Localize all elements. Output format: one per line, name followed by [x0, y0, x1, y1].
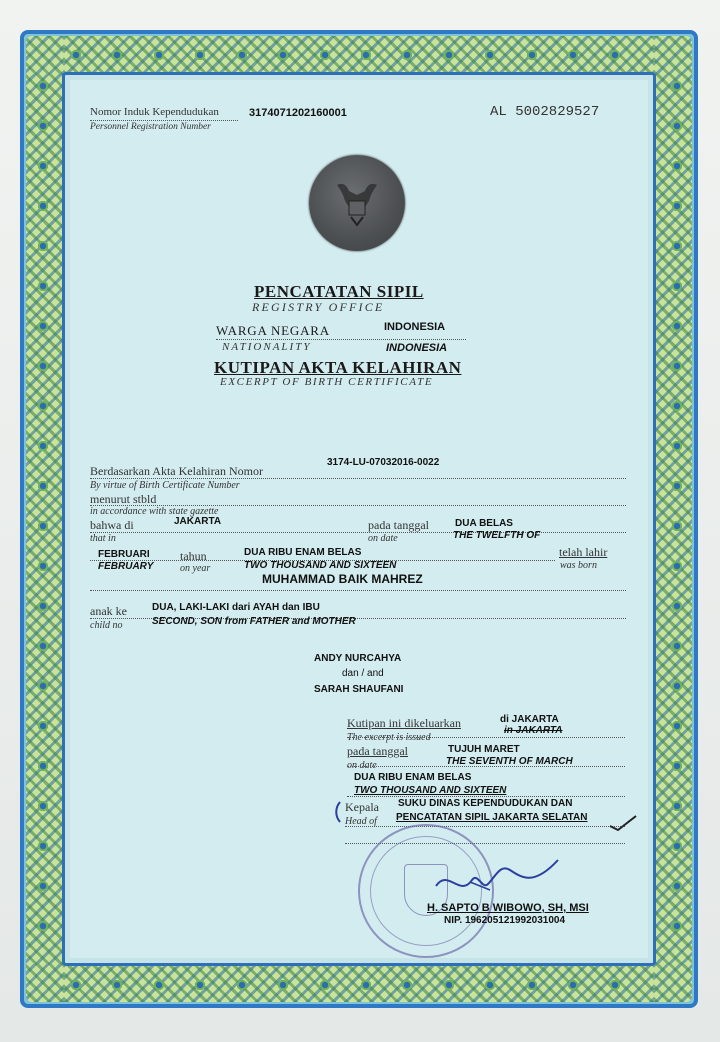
- bead-column-left: [36, 80, 50, 960]
- border-bead: [484, 49, 496, 61]
- nik-label-en: Personnel Registration Number: [90, 122, 211, 132]
- basis-value: 3174-LU-07032016-0022: [327, 457, 440, 468]
- border-bead: [37, 280, 49, 292]
- child-name-rule: [90, 590, 626, 591]
- border-bead: [671, 760, 683, 772]
- birth-date-label: pada tanggal: [368, 518, 429, 532]
- born-label: telah lahir: [559, 545, 608, 559]
- born-label-en: was born: [560, 560, 597, 571]
- issue-year-value-en: TWO THOUSAND AND SIXTEEN: [354, 785, 507, 796]
- issue-date-rule: [347, 766, 625, 767]
- border-bead: [37, 600, 49, 612]
- border-bead: [609, 979, 621, 991]
- head-office-line2: PENCATATAN SIPIL JAKARTA SELATAN: [396, 812, 588, 823]
- nationality-value-en: INDONESIA: [386, 342, 448, 354]
- border-bead: [671, 800, 683, 812]
- nik-label: Nomor Induk Kependudukan: [90, 106, 219, 118]
- border-bead: [70, 49, 82, 61]
- serial-number: AL 5002829527: [490, 104, 600, 120]
- border-bead: [37, 120, 49, 132]
- border-bead: [671, 720, 683, 732]
- birth-date-label-en: on date: [368, 533, 398, 544]
- border-bead: [153, 979, 165, 991]
- mother-name: SARAH SHAUFANI: [314, 684, 404, 695]
- official-signature: [430, 846, 570, 906]
- place-label: bahwa di: [90, 518, 134, 532]
- border-bead: [277, 49, 289, 61]
- birth-year-value: DUA RIBU ENAM BELAS: [244, 547, 362, 558]
- border-bead: [236, 49, 248, 61]
- border-bead: [194, 49, 206, 61]
- head-rule: [345, 826, 625, 827]
- border-bead: [671, 880, 683, 892]
- border-bead: [671, 400, 683, 412]
- father-name: ANDY NURCAHYA: [314, 653, 402, 664]
- border-bead: [401, 979, 413, 991]
- head-label: Kepala: [345, 800, 379, 814]
- border-bead: [671, 480, 683, 492]
- child-order-value: DUA, LAKI-LAKI dari AYAH dan IBU: [152, 602, 320, 613]
- issue-date-value: TUJUH MARET: [448, 744, 520, 755]
- border-bead: [671, 80, 683, 92]
- border-bead: [671, 240, 683, 252]
- border-bead: [194, 979, 206, 991]
- issued-place: di JAKARTA: [500, 714, 559, 725]
- and-text: dan / and: [342, 668, 384, 679]
- border-bead: [37, 160, 49, 172]
- border-bead: [236, 979, 248, 991]
- border-bead: [319, 49, 331, 61]
- birth-month-value-en: FEBRUARY: [98, 561, 154, 572]
- border-bead: [37, 760, 49, 772]
- border-bead: [671, 840, 683, 852]
- border-bead: [37, 480, 49, 492]
- border-bead: [37, 720, 49, 732]
- issued-label: Kutipan ini dikeluarkan: [347, 716, 461, 730]
- stbld-label: menurut stbld: [90, 492, 157, 506]
- bead-row-top: [70, 48, 650, 62]
- garuda-emblem-seal: [309, 155, 405, 251]
- border-bead: [153, 49, 165, 61]
- head-label-en: Head of: [345, 816, 377, 827]
- basis-rule: [90, 478, 626, 479]
- official-nip: NIP. 196205121992031004: [444, 915, 566, 926]
- margin-mark: [333, 800, 347, 824]
- child-order-value-en: SECOND, SON from FATHER and MOTHER: [152, 616, 356, 627]
- border-bead: [671, 680, 683, 692]
- issue-date-value-en: THE SEVENTH OF MARCH: [446, 756, 573, 767]
- border-bead: [111, 979, 123, 991]
- border-bead: [37, 840, 49, 852]
- border-bead: [526, 979, 538, 991]
- border-bead: [401, 49, 413, 61]
- border-bead: [37, 80, 49, 92]
- border-bead: [37, 360, 49, 372]
- border-bead: [671, 640, 683, 652]
- child-name: MUHAMMAD BAIK MAHREZ: [262, 572, 423, 586]
- border-bead: [609, 49, 621, 61]
- border-bead: [277, 979, 289, 991]
- border-bead: [443, 49, 455, 61]
- border-bead: [671, 440, 683, 452]
- year-label: tahun: [180, 549, 207, 563]
- bead-column-right: [670, 80, 684, 960]
- border-bead: [319, 979, 331, 991]
- office-title: PENCATATAN SIPIL: [254, 282, 424, 301]
- place-rule: [90, 532, 626, 533]
- border-bead: [671, 520, 683, 532]
- birth-month-value: FEBRUARI: [98, 549, 150, 560]
- birth-day-value: DUA BELAS: [455, 518, 513, 529]
- nationality-label: WARGA NEGARA: [216, 323, 330, 338]
- birth-year-value-en: TWO THOUSAND AND SIXTEEN: [244, 560, 397, 571]
- nationality-label-en: NATIONALITY: [222, 341, 312, 353]
- nationality-rule: [216, 339, 466, 340]
- border-bead: [360, 979, 372, 991]
- border-bead: [567, 979, 579, 991]
- issue-date-label-en: on date: [347, 760, 377, 771]
- document-title: KUTIPAN AKTA KELAHIRAN: [214, 358, 462, 377]
- nik-label-rule: [90, 120, 238, 121]
- bead-row-bottom: [70, 978, 650, 992]
- office-title-en: REGISTRY OFFICE: [252, 300, 385, 314]
- initial-check-mark: [608, 814, 638, 834]
- border-bead: [37, 640, 49, 652]
- issue-year-value: DUA RIBU ENAM BELAS: [354, 772, 472, 783]
- border-bead: [37, 520, 49, 532]
- border-bead: [671, 560, 683, 572]
- border-bead: [37, 800, 49, 812]
- document-title-en: EXCERPT OF BIRTH CERTIFICATE: [220, 376, 434, 388]
- basis-label: Berdasarkan Akta Kelahiran Nomor: [90, 464, 263, 478]
- border-bead: [111, 49, 123, 61]
- border-bead: [70, 979, 82, 991]
- border-bead: [37, 560, 49, 572]
- place-label-en: that in: [90, 533, 116, 544]
- issued-rule: [347, 737, 625, 738]
- border-bead: [37, 320, 49, 332]
- border-bead: [37, 680, 49, 692]
- child-order-label: anak ke: [90, 604, 127, 618]
- border-bead: [484, 979, 496, 991]
- birth-day-value-en: THE TWELFTH OF: [453, 530, 541, 541]
- child-order-label-en: child no: [90, 620, 123, 631]
- border-bead: [37, 240, 49, 252]
- issued-label-en: The excerpt is issued: [347, 732, 431, 743]
- border-bead: [567, 49, 579, 61]
- issue-date-label: pada tanggal: [347, 744, 408, 758]
- issued-place-en: in JAKARTA: [504, 725, 563, 736]
- border-bead: [37, 920, 49, 932]
- border-bead: [526, 49, 538, 61]
- border-bead: [443, 979, 455, 991]
- year-label-en: on year: [180, 563, 211, 574]
- border-bead: [671, 920, 683, 932]
- official-name: H. SAPTO B WIBOWO, SH, MSI: [427, 902, 589, 914]
- head-office-line1: SUKU DINAS KEPENDUDUKAN DAN: [398, 798, 573, 809]
- border-bead: [671, 360, 683, 372]
- nik-value: 3174071202160001: [249, 107, 347, 119]
- basis-label-en: By virtue of Birth Certificate Number: [90, 480, 240, 491]
- border-bead: [360, 49, 372, 61]
- place-value: JAKARTA: [174, 516, 222, 527]
- border-bead: [37, 400, 49, 412]
- border-bead: [37, 880, 49, 892]
- border-bead: [671, 120, 683, 132]
- border-bead: [37, 440, 49, 452]
- border-bead: [37, 200, 49, 212]
- border-bead: [671, 320, 683, 332]
- border-bead: [671, 160, 683, 172]
- border-bead: [671, 200, 683, 212]
- issue-year-rule: [347, 796, 625, 797]
- stbld-label-en: in accordance with state gazette: [90, 506, 219, 517]
- border-bead: [671, 280, 683, 292]
- nationality-value: INDONESIA: [384, 321, 446, 333]
- border-bead: [671, 600, 683, 612]
